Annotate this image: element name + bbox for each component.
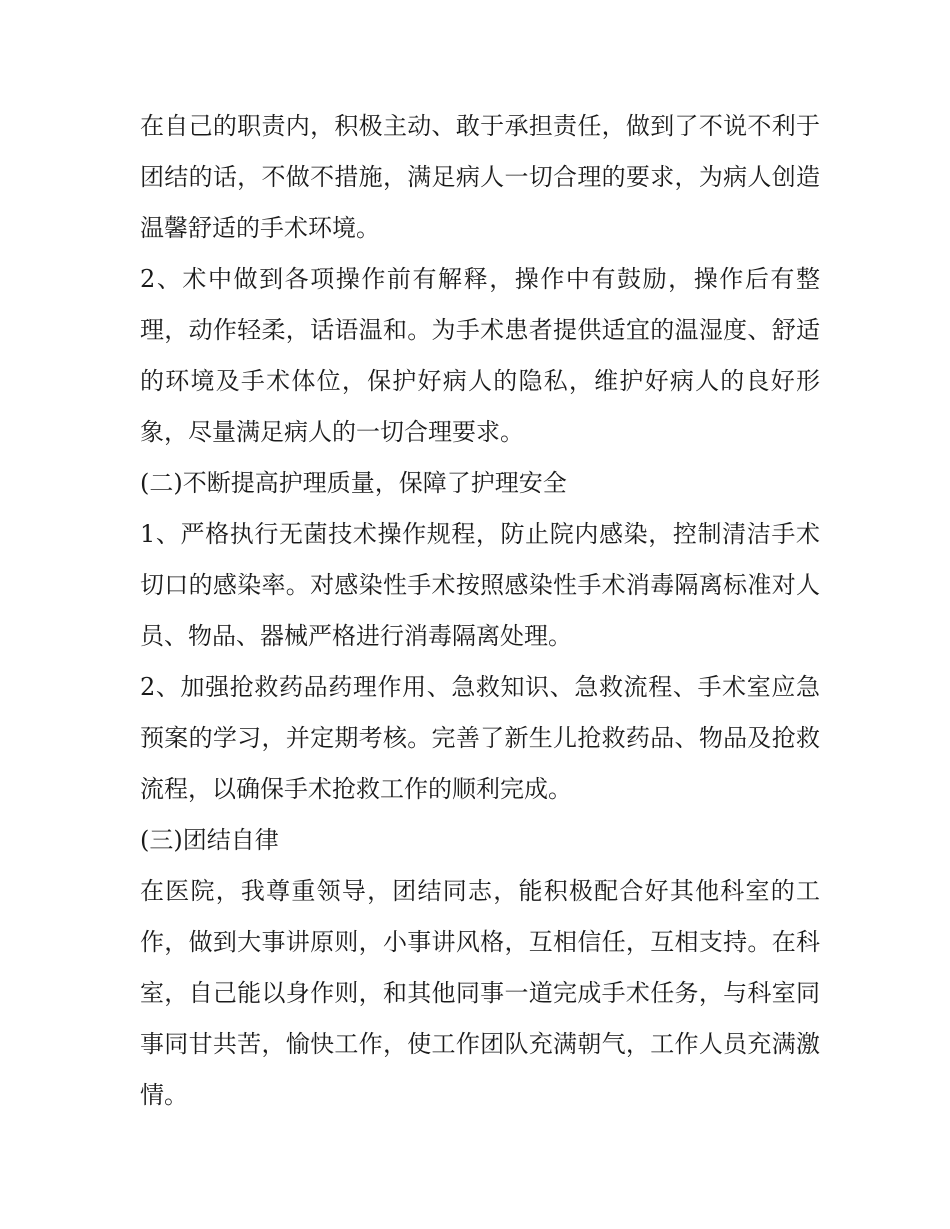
- section-heading-unity: (三)团结自律: [140, 826, 279, 854]
- paragraph-aseptic-technique: 1、严格执行无菌技术操作规程，防止院内感染，控制清洁手术切口的感染率。对感染性手术按照感染性手术消毒隔离标准对人员、物品、器械严格进行消毒隔离处理。: [140, 520, 820, 650]
- paragraph-duty-continuation: 在自己的职责内，积极主动、敢于承担责任，做到了不说不利于团结的话，不做不措施，满足病人一切合理的要求，为病人创造温馨舒适的手术环境。: [140, 112, 820, 242]
- paragraph-emergency-training: 2、加强抢救药品药理作用、急救知识、急救流程、手术室应急预案的学习，并定期考核。完善了新生儿抢救药品、物品及抢救流程，以确保手术抢救工作的顺利完成。: [140, 673, 820, 803]
- paragraph-intraoperative-care: 2、术中做到各项操作前有解释，操作中有鼓励，操作后有整理，动作轻柔，话语温和。为手术患者提供适宜的温湿度、舒适的环境及手术体位，保护好病人的隐私，维护好病人的良好形象，尽量满足病人的一切合理要求。: [140, 265, 820, 446]
- paragraph-teamwork: 在医院，我尊重领导，团结同志，能积极配合好其他科室的工作，做到大事讲原则，小事讲风格，互相信任，互相支持。在科室，自己能以身作则，和其他同事一道完成手术任务，与科室同事同甘共苦，愉快工作，使工作团队充满朝气，工作人员充满激情。: [140, 877, 820, 1109]
- document-body: [140, 101, 820, 1121]
- section-heading-quality: (二)不断提高护理质量，保障了护理安全: [140, 469, 567, 497]
